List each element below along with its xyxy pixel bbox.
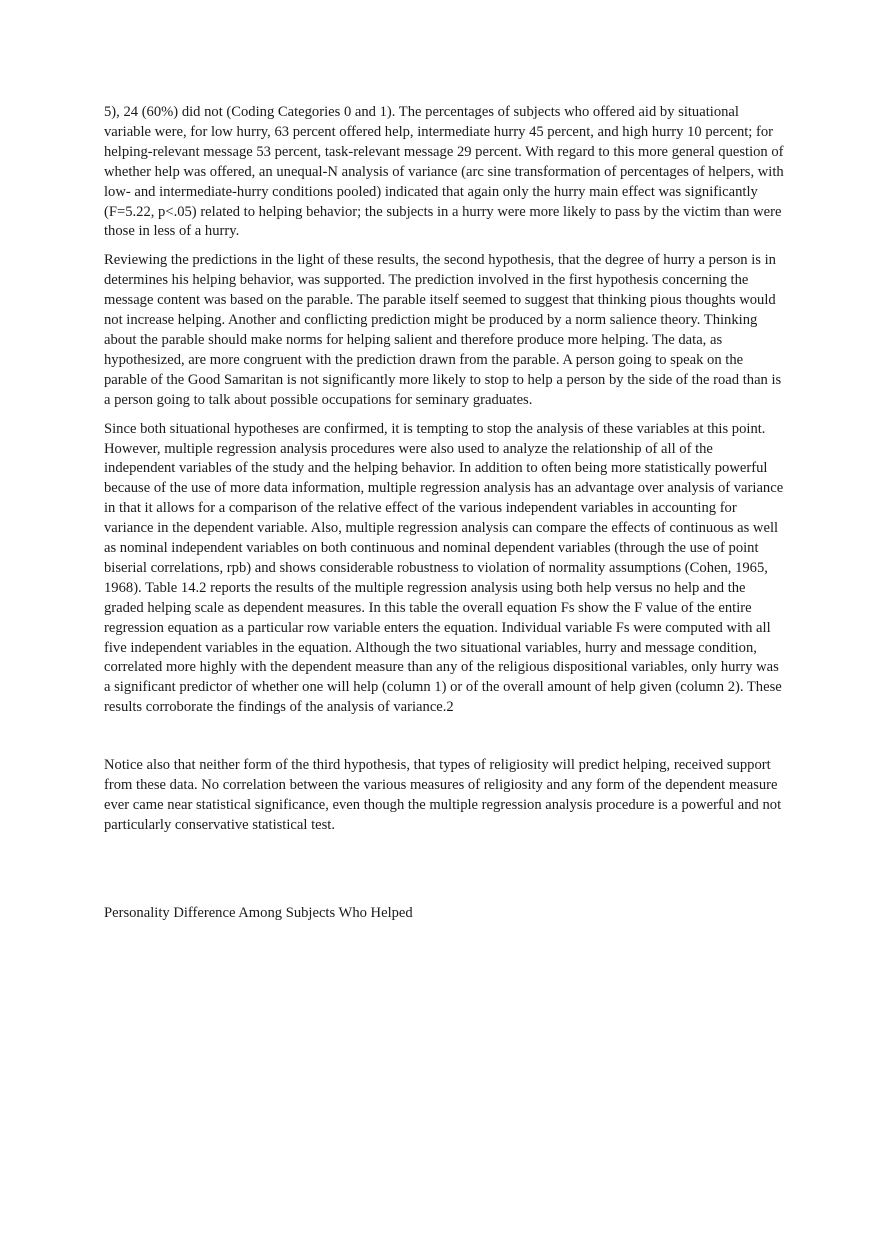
section-heading: Personality Difference Among Subjects Who Helped bbox=[104, 904, 413, 921]
paragraph-predictions-review: Reviewing the predictions in the light of these results, the second hypothesis, that the degree of hurry a person is in determines his helping behavior, was supported. The prediction involved in the first hypothesis concerning the message content was based on the parable. The parable itself seemed to suggest that thinking pious thoughts would not increase helping. Another and conflicting prediction might be produced by a norm salience theory. Thinking about the parable should make norms for helping salient and therefore produce more helping. The data, as hypothesized, are more congruent with the prediction drawn from the parable. A person going to speak on the parable of the Good Samaritan is not significantly more likely to stop to help a person by the side of the road than is a person going to talk about possible occupations for seminary graduates. bbox=[104, 252, 782, 408]
paragraph-third-hypothesis: Notice also that neither form of the third hypothesis, that types of religiosity will predict helping, received support from these data. No correlation between the various measures of religiosity and any form of the dependent measure ever came near statistical significance, even though the multiple regression analysis procedure is a powerful and not particularly conservative statistical test. bbox=[104, 757, 782, 833]
document-body bbox=[104, 103, 784, 933]
paragraph-hurry-results: 5), 24 (60%) did not (Coding Categories 0 and 1). The percentages of subjects who offered aid by situational variable were, for low hurry, 63 percent offered help, intermediate hurry 45 percent, and high hurry 10 percent; for helping-relevant message 53 percent, task-relevant message 29 percent. With regard to this more general question of whether help was offered, an unequal-N analysis of variance (arc sine transformation of percentages of helpers, with low- and intermediate-hurry conditions pooled) indicated that again only the hurry main effect was significantly (F=5.22, p<.05) related to helping behavior; the subjects in a hurry were more likely to pass by the victim than were those in less of a hurry. bbox=[104, 104, 784, 240]
paragraph-regression-analysis: Since both situational hypotheses are confirmed, it is tempting to stop the analysis of these variables at this point. However, multiple regression analysis procedures were also used to analyze the relationship of all of the independent variables of the study and the helping behavior. In addition to often being more statistically powerful because of the use of more data information, multiple regression analysis has an advantage over analysis of variance in that it allows for a comparison of the relative effect of the various independent variables in accounting for variance in the dependent variable. Also, multiple regression analysis can compare the effects of continuous as well as nominal independent variables on both continuous and nominal dependent variables (through the use of point biserial correlations, rpb) and shows considerable robustness to violation of normality assumptions (Cohen, 1965, 1968). Table 14.2 reports the results of the multiple regression analysis using both help versus no help and the graded helping scale as dependent measures. In this table the overall equation Fs show the F value of the entire regression equation as a particular row variable enters the equation. Individual variable Fs were computed with all five independent variables in the equation. Although the two situational variables, hurry and message condition, correlated more highly with the dependent measure than any of the religious dispositional variables, only hurry was a significant predictor of whether one will help (column 1) or of the overall amount of help given (column 2). These results corroborate the findings of the analysis of variance.2 bbox=[104, 420, 784, 716]
